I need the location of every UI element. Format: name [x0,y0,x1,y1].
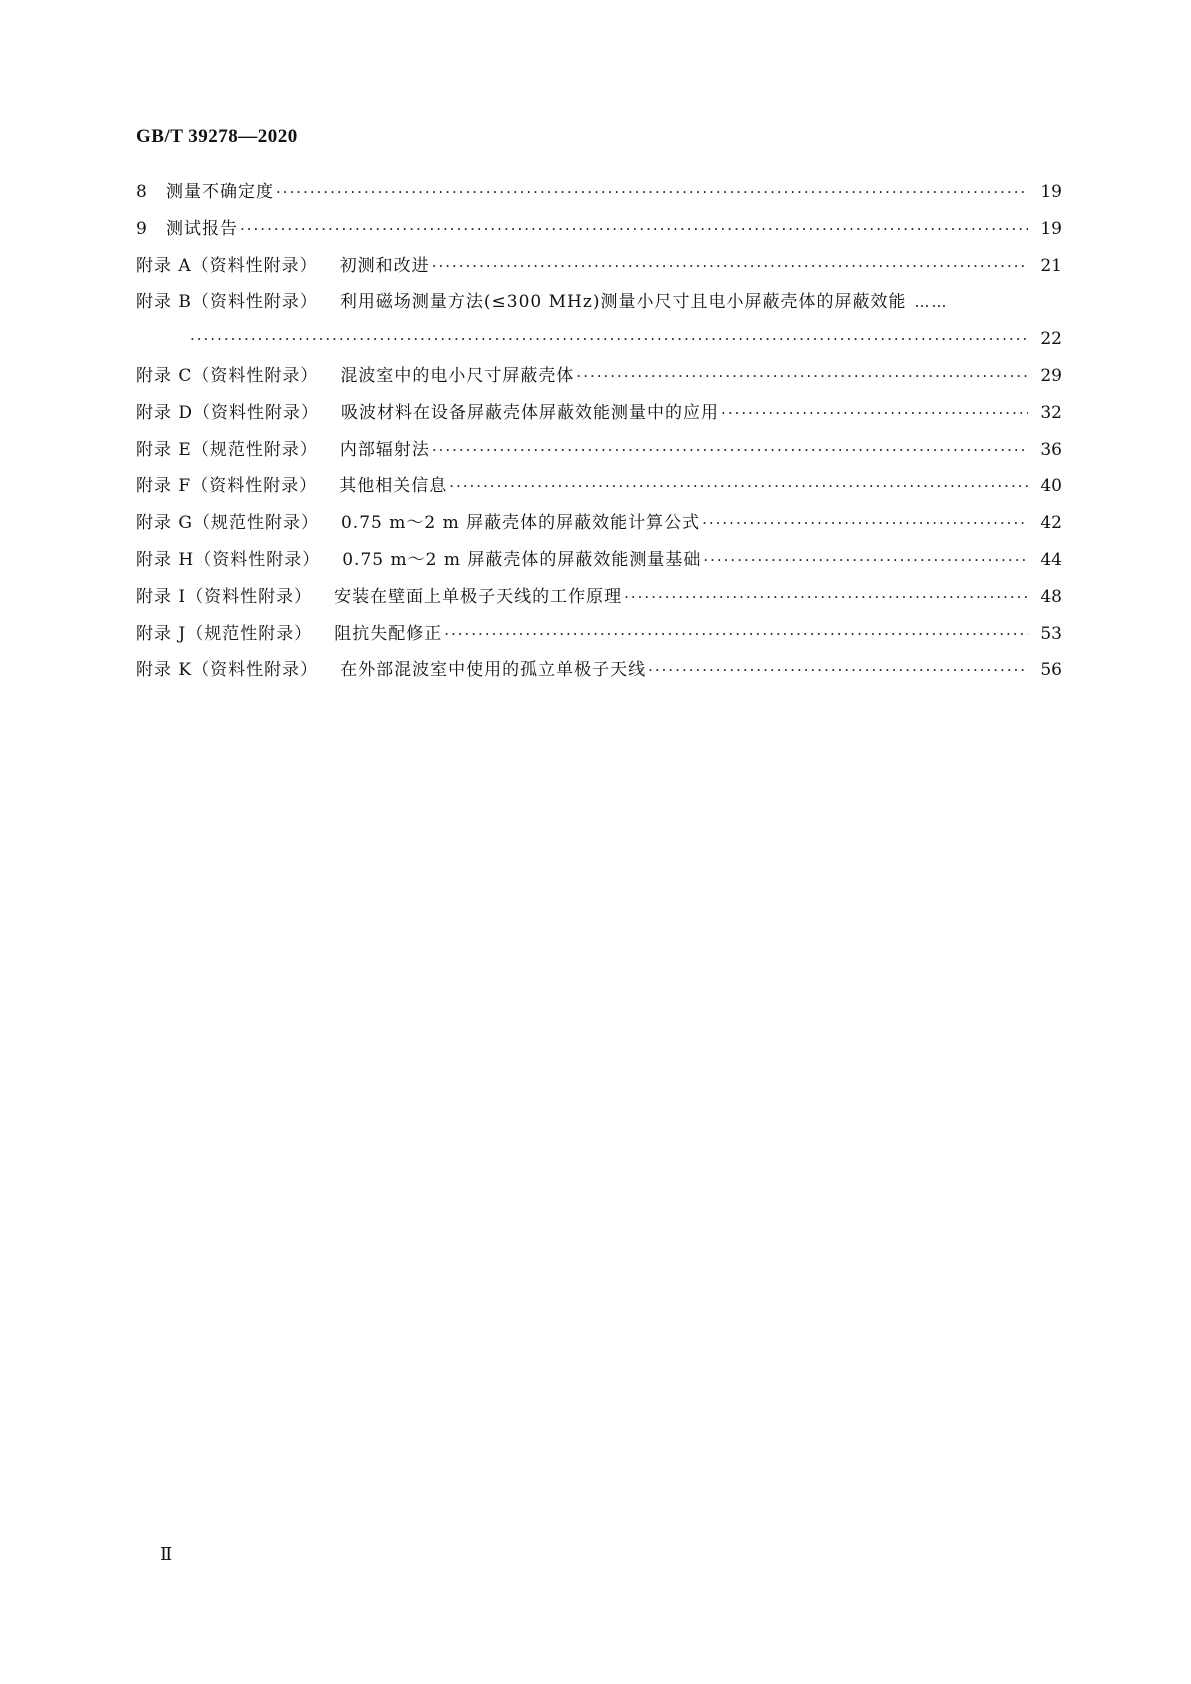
annex-label: 附录 K（资料性附录） [136,660,319,681]
toc-entry-page: 44 [1040,549,1062,570]
annex-label: 附录 D（资料性附录） [136,402,320,423]
toc-entry-title: 混波室中的电小尺寸屏蔽壳体 [340,365,575,386]
annex-label: 附录 A（资料性附录） [136,255,318,276]
toc-entry-page: 56 [1040,660,1062,681]
toc-entry-annex-i[interactable] [136,586,1062,623]
toc-entry-section-8[interactable] [136,181,1062,218]
toc-entry-page: 48 [1040,586,1062,607]
standard-code-header: GB/T 39278—2020 [136,126,298,147]
toc-entry-page: 29 [1040,365,1062,386]
dot-leader [444,623,1028,645]
toc-entry-page: 53 [1040,623,1062,644]
toc-entry-annex-h[interactable] [136,549,1062,586]
dot-leader [432,439,1028,461]
table-of-contents [136,181,1062,696]
annex-label: 附录 G（规范性附录） [136,513,319,534]
toc-entry-title: 安装在壁面上单极子天线的工作原理 [334,586,623,607]
toc-entry-annex-g[interactable] [136,512,1062,549]
annex-label: 附录 I（资料性附录） [136,586,313,607]
toc-entry-title: 利用磁场测量方法(≤300 MHz)测量小尺寸且电小屏蔽壳体的屏蔽效能 [339,292,907,313]
toc-entry-title: 在外部混波室中使用的孤立单极子天线 [340,660,647,681]
toc-entry-number: 9 [136,218,147,239]
toc-entry-title: 0.75 m～2 m 屏蔽壳体的屏蔽效能计算公式 [340,513,701,534]
dot-leader [721,402,1028,424]
toc-entry-annex-k[interactable] [136,659,1062,696]
toc-entry-page: 42 [1040,513,1062,534]
dot-leader [624,586,1028,608]
annex-label: 附录 C（资料性附录） [136,365,319,386]
toc-entry-annex-c[interactable] [136,365,1062,402]
toc-entry-title: 阻抗失配修正 [334,623,443,644]
toc-entry-title: 测试报告 [166,218,238,239]
dot-leader [240,218,1028,240]
toc-entry-page: 21 [1040,255,1062,276]
toc-entry-annex-e[interactable] [136,439,1062,476]
toc-entry-annex-d[interactable] [136,402,1062,439]
dot-leader [449,475,1028,497]
toc-entry-annex-f[interactable] [136,475,1062,512]
annex-label: 附录 H（资料性附录） [136,549,321,570]
toc-entry-annex-a[interactable] [136,255,1062,292]
dot-leader [576,365,1028,387]
toc-entry-page: 36 [1040,439,1062,460]
dot-leader [276,181,1028,203]
annex-label: 附录 B（资料性附录） [136,292,318,313]
dot-leader-trail: …… [914,293,949,312]
page-number-footer: Ⅱ [160,1544,173,1564]
toc-entry-title: 吸波材料在设备屏蔽壳体屏蔽效能测量中的应用 [341,402,720,423]
dot-leader [703,549,1028,571]
toc-entry-title: 测量不确定度 [166,182,274,202]
toc-entry-page: 19 [1040,218,1062,239]
toc-entry-title: 0.75 m～2 m 屏蔽壳体的屏蔽效能测量基础 [342,549,702,570]
annex-label: 附录 J（规范性附录） [136,623,313,644]
toc-entry-page: 32 [1040,402,1062,423]
toc-entry-section-9[interactable] [136,218,1062,255]
annex-label: 附录 F（资料性附录） [136,476,318,497]
toc-entry-page: 19 [1040,182,1062,202]
dot-leader [432,255,1028,277]
dot-leader [648,659,1028,681]
toc-entry-annex-j[interactable] [136,623,1062,660]
annex-label: 附录 E（规范性附录） [136,439,318,460]
toc-entry-title: 初测和改进 [339,255,430,276]
toc-entry-title: 内部辐射法 [339,439,430,460]
toc-entry-page: 22 [1040,329,1062,350]
toc-entry-annex-b-continuation[interactable] [136,328,1062,365]
toc-entry-page: 40 [1040,476,1062,497]
dot-leader [702,512,1028,534]
toc-entry-number: 8 [136,182,147,202]
toc-entry-title: 其他相关信息 [339,476,448,497]
dot-leader [190,328,1028,350]
toc-entry-annex-b[interactable] [136,291,1062,328]
